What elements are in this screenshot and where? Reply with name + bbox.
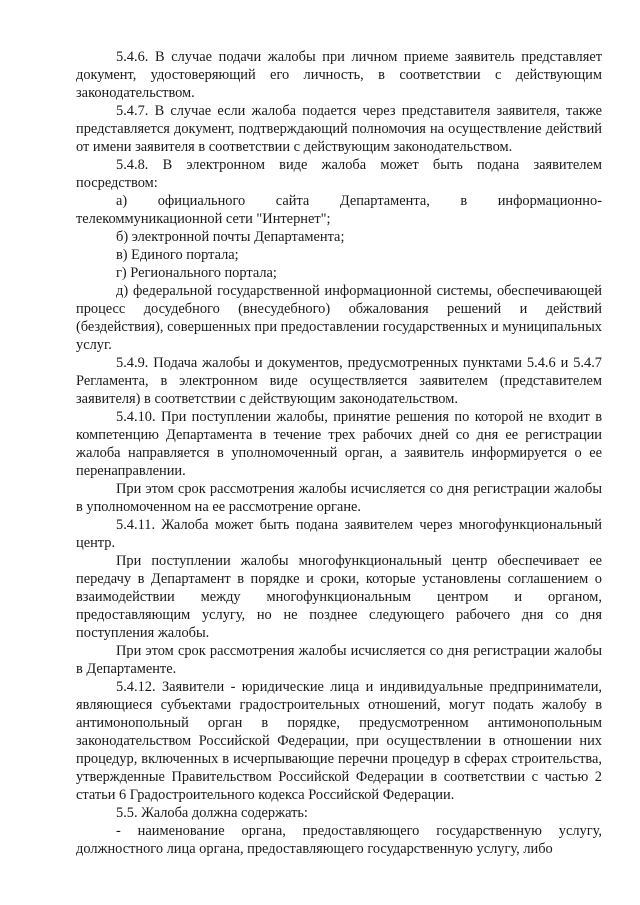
list-item-b: б) электронной почты Департамента; bbox=[116, 229, 345, 245]
paragraph-5-4-11: 5.4.11. Жалоба может быть подана заявителем через многофункциональный центр. bbox=[76, 517, 602, 551]
paragraph-5-4-8: 5.4.8. В электронном виде жалоба может быть подана заявителем посредством: bbox=[76, 157, 602, 191]
paragraph-5-5: 5.5. Жалоба должна содержать: bbox=[116, 805, 308, 821]
list-item-d: д) федеральной государственной информационной системы, обеспечивающей процесс досудебного (внесудебного) обжалования решений и действий (бездействия), совершенных при предоставлении государственных и муниципальных услуг. bbox=[76, 283, 602, 353]
paragraph-5-4-6: 5.4.6. В случае подачи жалобы при личном приеме заявитель представляет документ, удостоверяющий его личность, в соответствии с действующим законодательством. bbox=[76, 49, 602, 101]
paragraph-5-4-11-term: При этом срок рассмотрения жалобы исчисляется со дня регистрации жалобы в Департаменте. bbox=[76, 643, 602, 677]
list-item-g: г) Регионального портала; bbox=[116, 265, 277, 281]
paragraph-5-4-12: 5.4.12. Заявители - юридические лица и индивидуальные предприниматели, являющиеся субъектами градостроительных отношений, могут подать жалобу в антимонопольный орган в порядке, предусмотренном антимонопольным законодательством Российской Федерации, при осуществлении в отношении них процедур, включенных в исчерпывающие перечни процедур в сферах строительства, утвержденные Правительством Российской Федерации в соответствии с частью 2 статьи 6 Градостроительного кодекса Российской Федерации. bbox=[76, 679, 602, 803]
document-page bbox=[76, 48, 602, 858]
list-item-dash-1: - наименование органа, предоставляющего государственную услугу, должностного лица органа, предоставляющего государственную услугу, либо bbox=[76, 823, 602, 857]
list-item-v: в) Единого портала; bbox=[116, 247, 239, 263]
paragraph-5-4-7: 5.4.7. В случае если жалоба подается через представителя заявителя, также представляется документ, подтверждающий полномочия на осуществление действий от имени заявителя в соответствии с действующим законодательством. bbox=[76, 103, 602, 155]
paragraph-5-4-9: 5.4.9. Подача жалобы и документов, предусмотренных пунктами 5.4.6 и 5.4.7 Регламента, в электронном виде осуществляется заявителем (представителем заявителя) в соответствии с действующим законодательством. bbox=[76, 355, 602, 407]
paragraph-5-4-10: 5.4.10. При поступлении жалобы, принятие решения по которой не входит в компетенцию Департамента в течение трех рабочих дней со дня ее регистрации жалоба направляется в уполномоченный орган, а заявитель информируется о ее перенаправлении. bbox=[76, 409, 602, 479]
list-item-a: а) официального сайта Департамента, в информационно-телекоммуникационной сети "Интернет"; bbox=[76, 193, 602, 227]
paragraph-5-4-10-term: При этом срок рассмотрения жалобы исчисляется со дня регистрации жалобы в уполномоченном на ее рассмотрение органе. bbox=[76, 481, 602, 515]
paragraph-5-4-11-mfc: При поступлении жалобы многофункциональный центр обеспечивает ее передачу в Департамент в порядке и сроки, которые установлены соглашением о взаимодействии между многофункциональным центром и органом, предоставляющим услугу, но не позднее следующего рабочего дня со дня поступления жалобы. bbox=[76, 553, 602, 641]
